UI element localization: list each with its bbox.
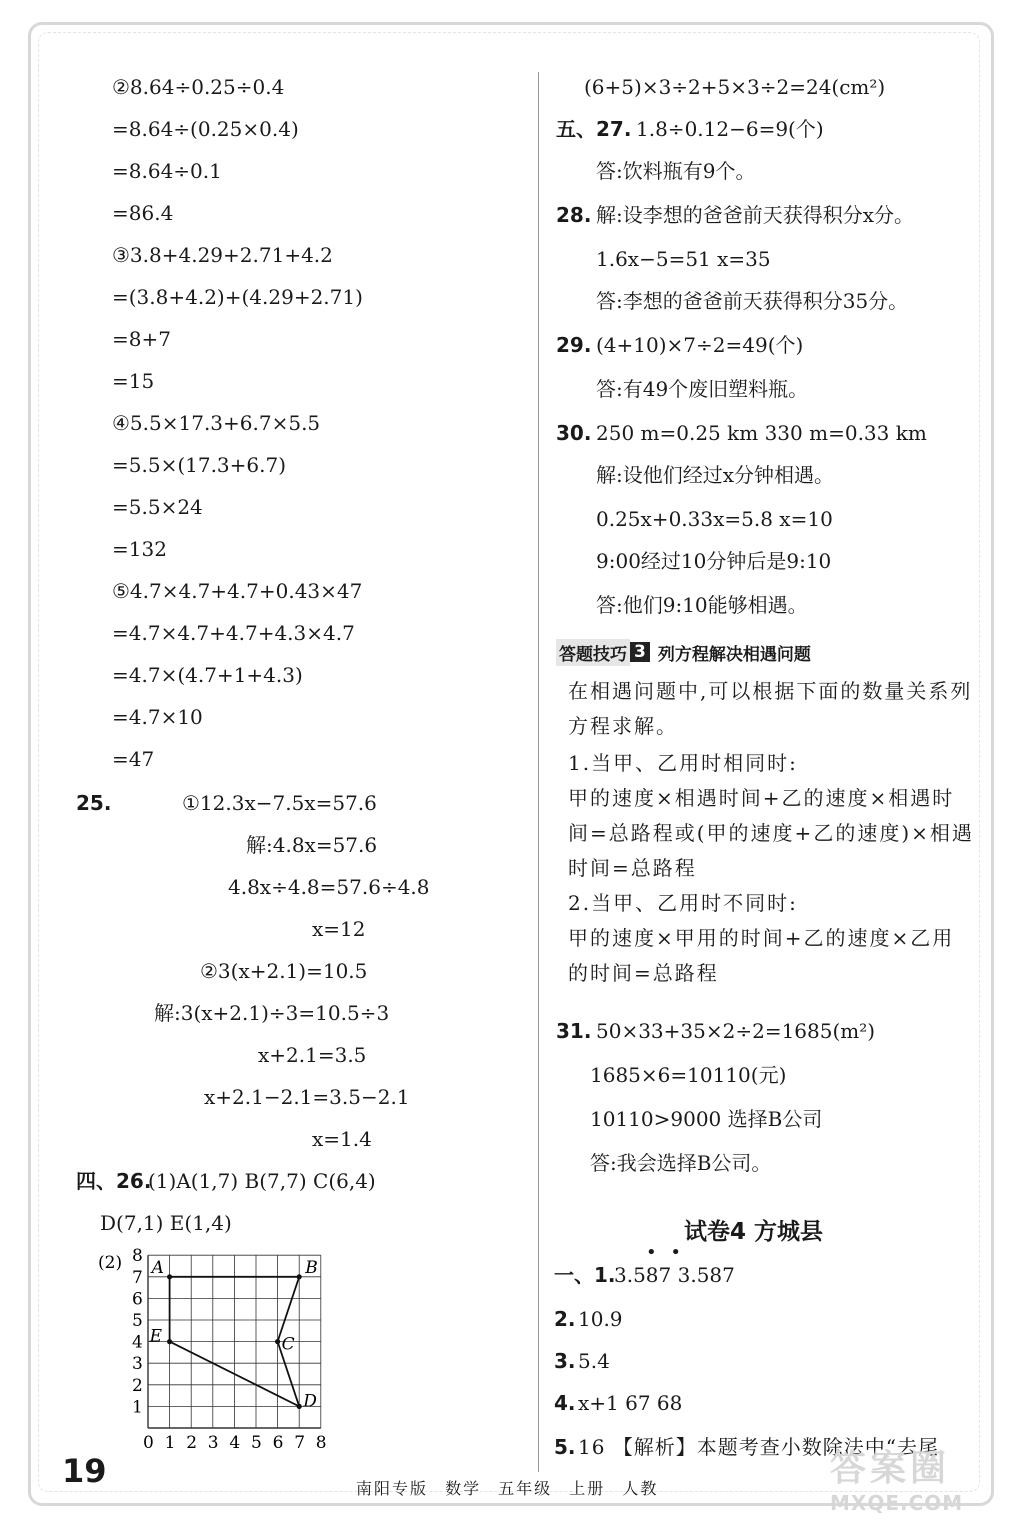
point-a (167, 1274, 172, 1279)
s1-value: 3.587 3.587 (614, 1263, 735, 1287)
q30-time: 9:00经过10分钟后是9:10 (596, 549, 832, 573)
calc-line: ③3.8+4.29+2.71+4.2 (112, 243, 333, 267)
y-tick-label: 5 (132, 1311, 143, 1331)
question-number-27: 五、27. (556, 117, 632, 141)
q25-line: x=12 (312, 917, 366, 941)
tip-intro: 在相遇问题中,可以根据下面的数量关系列方程求解。 (568, 679, 973, 738)
calc-line: =8+7 (112, 327, 171, 351)
tip-badge-number: 3 (630, 642, 650, 662)
q25-line: ①12.3x−7.5x=57.6 (182, 791, 377, 815)
y-tick-label: 1 (132, 1397, 143, 1418)
question-number-31: 31. (556, 1019, 592, 1043)
x-tick-label: 0 (143, 1433, 154, 1453)
point-d (297, 1404, 302, 1409)
q30-answer: 答:他们9:10能够相遇。 (596, 593, 808, 617)
point-label-b: B (305, 1257, 318, 1278)
q26-coordinates-1: (1)A(1,7) B(7,7) C(6,4) (148, 1169, 376, 1193)
s5-value: 16 【解析】本题考查小数除法中“去尾 (578, 1435, 940, 1459)
x-tick-label: 6 (272, 1433, 284, 1453)
q25-line: 4.8x÷4.8=57.6÷4.8 (228, 875, 430, 899)
calc-line: =(3.8+4.2)+(4.29+2.71) (112, 285, 363, 309)
tip-title: 列方程解决相遇问题 (657, 644, 811, 665)
q28-equation: 1.6x−5=51 x=35 (596, 247, 771, 271)
x-tick-label: 4 (229, 1433, 241, 1453)
q30-conversion: 250 m=0.25 km 330 m=0.33 km (596, 421, 927, 445)
q31-compare: 10110>9000 选择B公司 (590, 1107, 823, 1131)
question-number-26: 四、26. (76, 1169, 152, 1193)
tip-badge-label: 答题技巧 (556, 639, 630, 666)
q28-setup: 解:设李想的爸爸前天获得积分x分。 (596, 203, 915, 227)
x-tick-label: 2 (186, 1433, 198, 1453)
y-tick-label: 6 (132, 1289, 143, 1310)
tip-item1-body: 甲的速度×相遇时间+乙的速度×相遇时间=总路程或(甲的速度+乙的速度)×相遇时间=总路程 (568, 786, 974, 880)
point-e (167, 1339, 172, 1344)
section-title: 试卷4 方城县 (684, 1219, 824, 1245)
axis-ticks (132, 1248, 327, 1453)
q30-setup: 解:设他们经过x分钟相遇。 (596, 463, 835, 487)
point-b (297, 1274, 302, 1279)
q31-answer: 答:我会选择B公司。 (590, 1151, 772, 1175)
watermark (830, 1440, 990, 1515)
x-tick-label: 8 (315, 1433, 327, 1453)
calc-line: ②8.64÷0.25÷0.4 (112, 75, 285, 99)
question-number-30: 30. (556, 421, 592, 445)
x-tick-label: 1 (164, 1433, 176, 1453)
q30-equation: 0.25x+0.33x=5.8 x=10 (596, 507, 833, 531)
footer-text: 南阳专版 数学 五年级 上册 人教 (356, 1479, 659, 1498)
s4-label: 4. (554, 1391, 576, 1415)
q29-answer: 答:有49个废旧塑料瓶。 (596, 377, 809, 401)
x-tick-label: 5 (251, 1433, 262, 1453)
q31-calc2: 1685×6=10110(元) (590, 1063, 787, 1087)
x-tick-label: 7 (294, 1433, 306, 1453)
tip-item1-head: 1.当甲、乙用时相同时: (568, 751, 798, 775)
s3-value: 5.4 (578, 1349, 610, 1373)
watermark-line2: MXQE.COM (830, 1491, 964, 1515)
calc-line: =4.7×(4.7+1+4.3) (112, 663, 303, 687)
tip-header (556, 640, 811, 664)
q25-line: 解:3(x+2.1)÷3=10.5÷3 (154, 1001, 390, 1025)
s2-label: 2. (554, 1307, 576, 1331)
coordinate-grid-figure (90, 1248, 350, 1464)
q26-coordinates-2: D(7,1) E(1,4) (100, 1211, 232, 1235)
q29-calc: (4+10)×7÷2=49(个) (596, 333, 804, 357)
calc-line: =5.5×24 (112, 495, 203, 519)
q25-line: 解:4.8x=57.6 (246, 833, 378, 857)
calc-line: ⑤4.7×4.7+4.7+0.43×47 (112, 579, 363, 603)
calc-line: =8.64÷0.1 (112, 159, 222, 183)
y-tick-label: 3 (132, 1354, 143, 1375)
point-label-e: E (149, 1326, 163, 1347)
area-calc-line: (6+5)×3÷2+5×3÷2=24(cm²) (584, 75, 886, 99)
grid-lines (148, 1255, 321, 1428)
q27-answer: 答:饮料瓶有9个。 (596, 159, 756, 183)
y-tick-label: 7 (132, 1267, 143, 1288)
calc-line: ④5.5×17.3+6.7×5.5 (112, 411, 321, 435)
x-tick-label: 3 (207, 1433, 219, 1453)
calc-line: =86.4 (112, 201, 174, 225)
calc-line: =47 (112, 747, 155, 771)
y-tick-label: 4 (132, 1332, 143, 1353)
s2-value: 10.9 (578, 1307, 623, 1331)
calc-line: =4.7×10 (112, 705, 203, 729)
q25-line: x+2.1=3.5 (258, 1043, 367, 1067)
point-label-a: A (151, 1257, 164, 1278)
calc-line: =8.64÷(0.25×0.4) (112, 117, 299, 141)
point-label-c: C (281, 1334, 295, 1355)
tip-item2-head: 2.当甲、乙用时不同时: (568, 891, 798, 915)
calc-line: =4.7×4.7+4.7+4.3×4.7 (112, 621, 355, 645)
s4-value: x+1 67 68 (578, 1391, 683, 1415)
column-divider (538, 72, 539, 1472)
calc-line: =15 (112, 369, 155, 393)
question-number-25: 25. (76, 791, 112, 815)
q27-calc: 1.8÷0.12−6=9(个) (636, 117, 824, 141)
page-number: 19 (62, 1452, 107, 1490)
y-tick-label: 2 (132, 1375, 143, 1396)
q28-answer: 答:李想的爸爸前天获得积分35分。 (596, 289, 909, 313)
s1-label: 一、1. (554, 1263, 616, 1287)
s3-label: 3. (554, 1349, 576, 1373)
repeating-decimal-dots: • • (646, 1242, 685, 1263)
q31-calc1: 50×33+35×2÷2=1685(m²) (596, 1019, 876, 1043)
q25-line: ②3(x+2.1)=10.5 (200, 959, 368, 983)
calc-line: =5.5×(17.3+6.7) (112, 453, 287, 477)
watermark-line1: 答案圈 (830, 1448, 951, 1489)
q25-line: x=1.4 (312, 1127, 372, 1151)
tip-item2-body: 甲的速度×甲用的时间+乙的速度×乙用的时间=总路程 (568, 926, 955, 985)
point-c (275, 1339, 280, 1344)
point-label-d: D (303, 1391, 317, 1412)
q25-line: x+2.1−2.1=3.5−2.1 (204, 1085, 410, 1109)
s5-label: 5. (554, 1435, 576, 1459)
question-number-29: 29. (556, 333, 592, 357)
y-tick-label: 8 (132, 1248, 143, 1267)
question-number-28: 28. (556, 203, 592, 227)
part2-label: (2) (98, 1253, 123, 1273)
calc-line: =132 (112, 537, 167, 561)
